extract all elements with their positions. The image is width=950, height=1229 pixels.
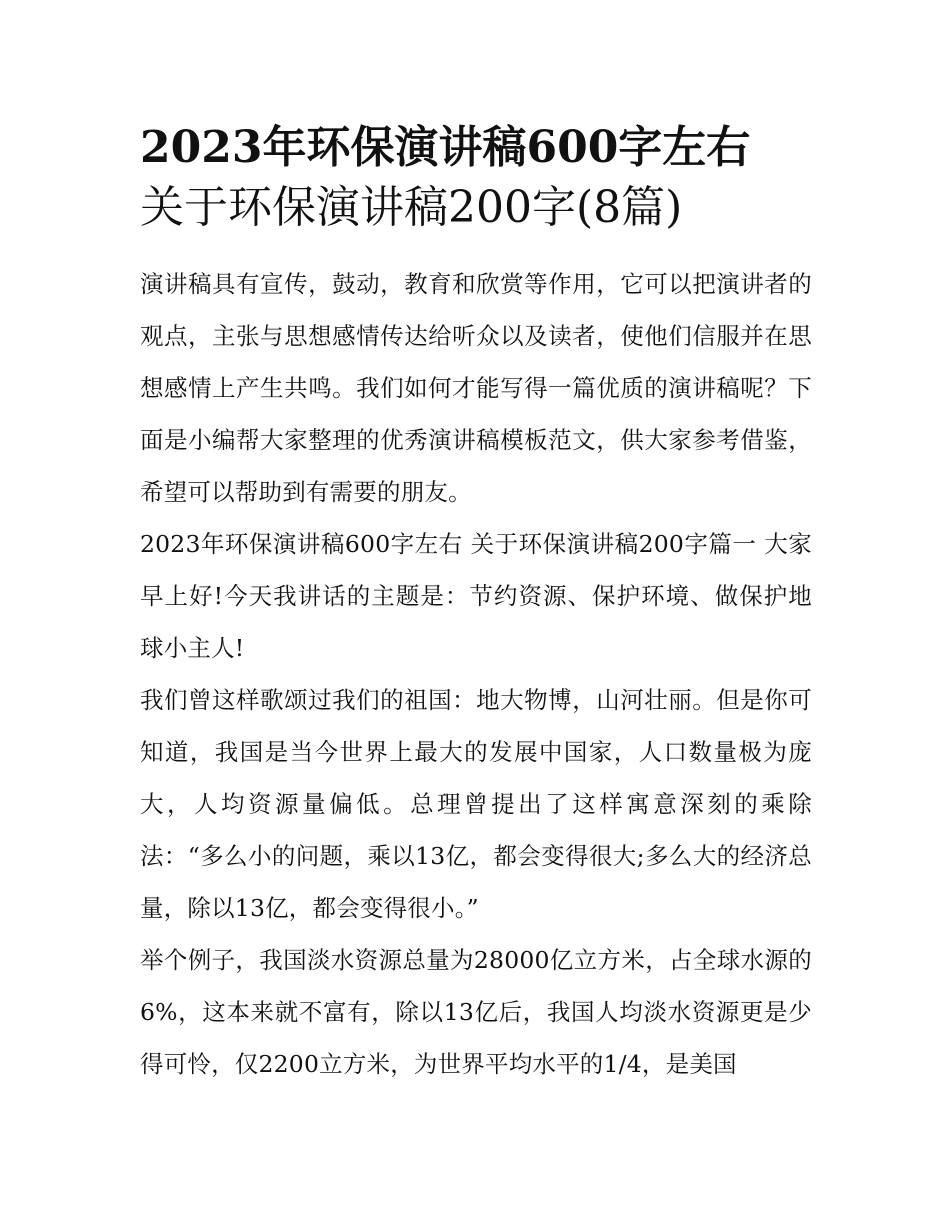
document-content xyxy=(140,118,812,1090)
paragraph-water-resources: 举个例子，我国淡水资源总量为28000亿立方米，占全球水源的6%，这本来就不富有，除以13亿后，我国人均淡水资源更是少得可怜，仅2200立方米，为世界平均水平的1/4，是美国 xyxy=(140,946,812,1078)
title-line-1: 2023年环保演讲稿600字左右 xyxy=(140,122,751,173)
paragraph-speech-opening: 2023年环保演讲稿600字左右 关于环保演讲稿200字篇一 大家早上好!今天我讲话的主题是：节约资源、保护环境、做保护地球小主人! xyxy=(140,530,812,662)
title-line-2: 关于环保演讲稿200字(8篇) xyxy=(140,182,683,233)
document-body xyxy=(140,258,812,1090)
document-title xyxy=(140,118,812,238)
paragraph-intro: 演讲稿具有宣传，鼓动，教育和欣赏等作用，它可以把演讲者的观点，主张与思想感情传达给听众以及读者，使他们信服并在思想感情上产生共鸣。我们如何才能写得一篇优质的演讲稿呢？下面是小编帮大家整理的优秀演讲稿模板范文，供大家参考借鉴，希望可以帮助到有需要的朋友。 xyxy=(140,270,812,506)
paragraph-motherland: 我们曾这样歌颂过我们的祖国：地大物博，山河壮丽。但是你可知道，我国是当今世界上最大的发展中国家，人口数量极为庞大，人均资源量偏低。总理曾提出了这样寓意深刻的乘除法：“多么小的问题，乘以13亿，都会变得很大;多么大的经济总量，除以13亿，都会变得很小。” xyxy=(140,686,812,922)
